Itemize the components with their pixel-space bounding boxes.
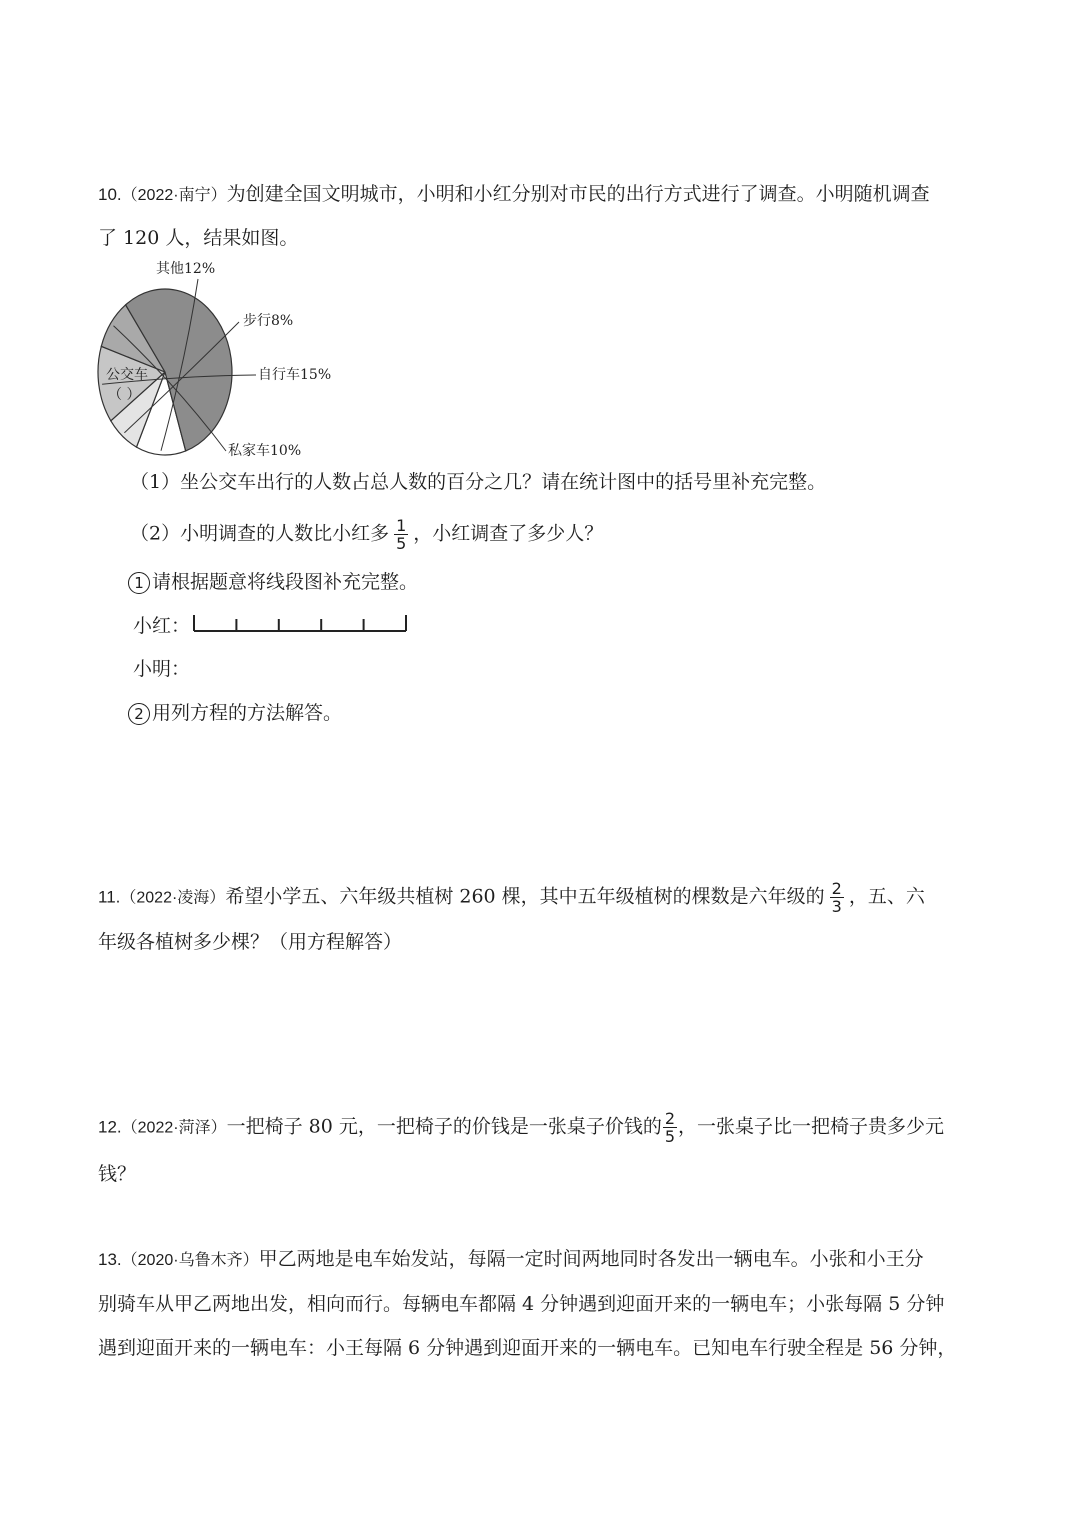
q10-fraction xyxy=(394,517,408,552)
q12-text-b: ，一张桌子比一把椅子贵多少元 xyxy=(678,1115,945,1138)
q12-line1 xyxy=(98,1110,944,1145)
q13-text-line1: 甲乙两地是电车始发站，每隔一定时间两地同时各发出一辆电车。小张和小王分 xyxy=(258,1248,924,1270)
q13-source: （2020·乌鲁木齐） xyxy=(121,1252,259,1269)
q10-sub1 xyxy=(128,570,418,594)
circled-one-marker: 1 xyxy=(128,572,150,594)
q11-fraction xyxy=(830,880,844,915)
q10-fraction-numerator: 1 xyxy=(396,516,407,535)
pie-label-自行车: 自行车15% xyxy=(258,367,332,383)
q12-text-a: 一把椅子 80 元，一把椅子的价钱是一张桌子价钱的 xyxy=(226,1115,662,1138)
segment-label-xiaohong: 小红： xyxy=(133,615,191,637)
pie-label-其他: 其他12% xyxy=(156,261,216,277)
q10-line1 xyxy=(98,182,930,208)
circled-two-marker: 2 xyxy=(128,703,150,725)
pie-label-步行: 步行8% xyxy=(243,313,294,329)
q11-number: 11. xyxy=(98,887,121,907)
q12-fraction-denominator: 5 xyxy=(664,1127,676,1146)
segment-label-xiaoming: 小明： xyxy=(133,658,191,680)
q10-sub1-text: 请根据题意将线段图补充完整。 xyxy=(152,571,419,593)
q11-text-b: ，五、六 xyxy=(848,885,925,908)
pie-label-私家车: 私家车10% xyxy=(228,443,302,459)
q13-number: 13. xyxy=(98,1250,122,1269)
q10-line2: 了 120 人，结果如图。 xyxy=(98,227,299,249)
q13-line3: 遇到迎面开来的一辆电车：小王每隔 6 分钟遇到迎面开来的一辆电车。已知电车行驶全程是 56 分钟， xyxy=(98,1337,957,1359)
q10-part2 xyxy=(130,517,603,552)
q11-line2: 年级各植树多少棵？（用方程解答） xyxy=(98,931,403,953)
q10-part2-prefix: （2）小明调查的人数比小红多 xyxy=(130,522,390,545)
segment-diagram-xiaohong xyxy=(190,612,410,636)
q13-line2: 别骑车从甲乙两地出发，相向而行。每辆电车都隔 4 分钟遇到迎面开来的一辆电车；小张每隔 5 分钟 xyxy=(98,1293,945,1315)
pie-chart xyxy=(96,255,336,460)
q12-line2: 钱？ xyxy=(98,1163,137,1185)
q13-line1 xyxy=(98,1247,924,1273)
q10-sub2-text: 用列方程的方法解答。 xyxy=(152,702,343,724)
q11-fraction-denominator: 3 xyxy=(831,897,842,916)
q12-fraction-numerator: 2 xyxy=(664,1109,676,1128)
q10-part2-suffix: ，小红调查了多少人？ xyxy=(413,522,604,545)
q10-text-line1: 为创建全国文明城市，小明和小红分别对市民的出行方式进行了调查。小明随机调查 xyxy=(226,183,930,205)
q11-text-a: 希望小学五、六年级共植树 260 棵，其中五年级植树的棵数是六年级的 xyxy=(225,885,825,908)
q12-fraction xyxy=(663,1110,677,1145)
q10-number: 10. xyxy=(98,185,122,204)
q12-source: （2022·菏泽） xyxy=(121,1119,227,1137)
q12-number: 12. xyxy=(98,1117,122,1137)
q10-part1: （1）坐公交车出行的人数占总人数的百分之几？请在统计图中的括号里补充完整。 xyxy=(130,471,827,493)
q10-sub2 xyxy=(128,701,342,725)
q11-line1 xyxy=(98,880,925,915)
q11-source: （2022·凌海） xyxy=(120,889,226,907)
pie-label-公交车: 公交车 xyxy=(106,367,148,383)
pie-label-公交车-blank: （ ） xyxy=(108,387,141,403)
q11-fraction-numerator: 2 xyxy=(831,879,842,898)
q10-source: （2022·南宁） xyxy=(121,187,227,204)
q10-fraction-denominator: 5 xyxy=(396,534,407,553)
